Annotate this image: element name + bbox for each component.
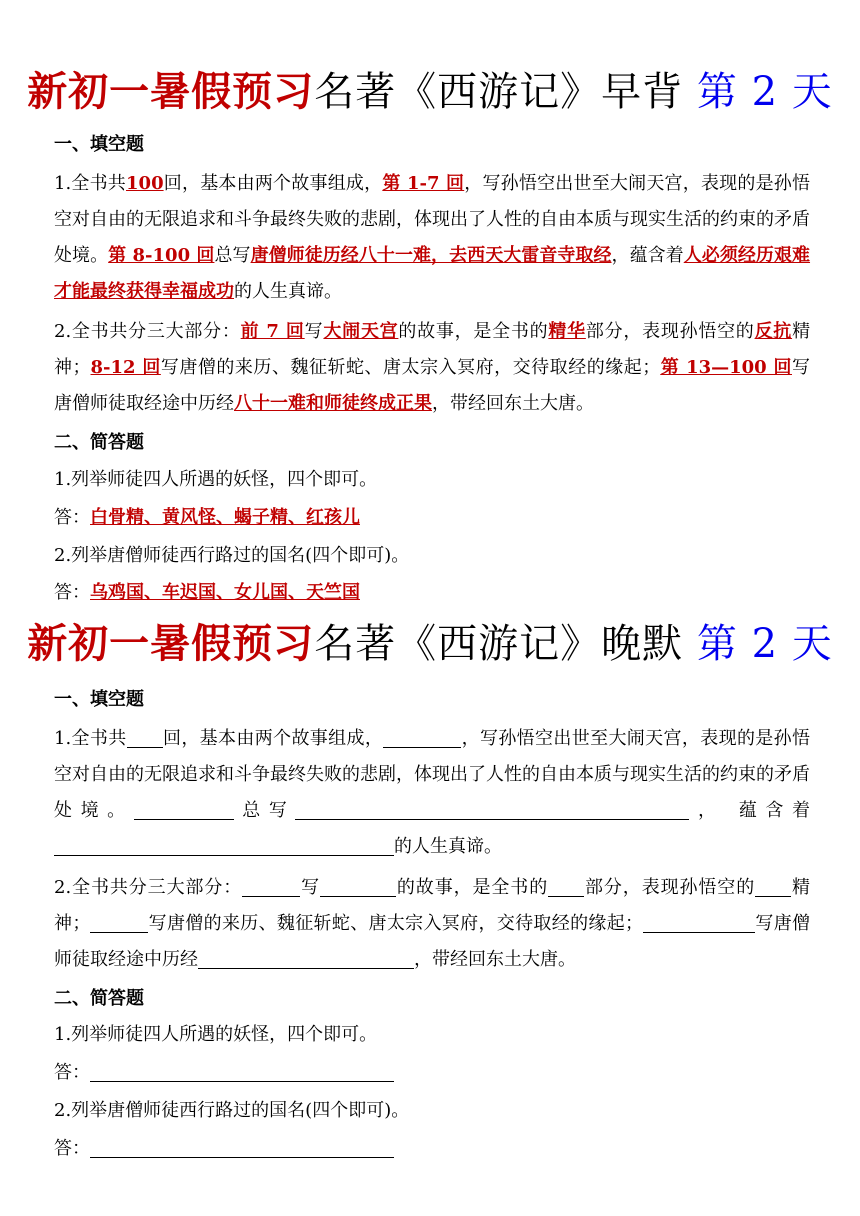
text: 1.全书共 xyxy=(54,728,127,749)
answer: 八十一难和师徒终成正果 xyxy=(234,393,432,414)
answer: 精华 xyxy=(548,321,586,342)
text: 的故事，是全书的 xyxy=(398,321,549,342)
text: 写唐僧的来历、魏征斩蛇、唐太宗入冥府，交待取经的缘起； xyxy=(160,357,661,378)
answer: 8-12 回 xyxy=(90,357,161,378)
title-black-part: 名著《西游记》早背 xyxy=(314,69,684,115)
evening-fill-q1 xyxy=(54,721,810,865)
morning-short-a1 xyxy=(54,500,360,536)
text: 部分，表现孙悟空的 xyxy=(584,877,756,898)
answer-label: 答： xyxy=(54,507,90,528)
blank[interactable] xyxy=(54,833,394,856)
blank[interactable] xyxy=(679,910,755,933)
blank[interactable] xyxy=(90,910,148,933)
text: ，写孙悟空出世至大闹天宫，表现的是孙悟空对自由的无限追求和斗争最终失败的悲剧，体现出了人性的自由本质与现实生活的约束的矛盾处境。 xyxy=(54,728,811,821)
title-black-part: 名著《西游记》晚默 xyxy=(314,621,684,667)
blank[interactable] xyxy=(295,797,655,820)
text: 的故事，是全书的 xyxy=(396,877,549,898)
answer: 第 8-100 回 xyxy=(108,245,215,266)
answer-label: 答： xyxy=(54,582,90,603)
text: 的人生真谛。 xyxy=(234,281,342,302)
title-day: 第 2 天 xyxy=(696,69,833,115)
morning-short-q1: 1.列举师徒四人所遇的妖怪，四个即可。 xyxy=(54,469,378,490)
answer: 前 7 回 xyxy=(240,321,305,342)
text: ，写孙悟空出世至大闹天宫，表现的是孙悟空对自由的无限追求和斗争最终失败的悲剧，体现出了人性的自由本质与现实生活的约束的矛盾处境。 xyxy=(54,173,811,266)
answer-blank[interactable] xyxy=(90,1135,394,1158)
text: 2.全书共分三大部分： xyxy=(54,877,243,898)
text: 回，基本由两个故事组成， xyxy=(162,728,384,749)
text: 回，基本由两个故事组成， xyxy=(163,173,383,194)
answer: 白骨精、黄风怪、蝎子精、红孩儿 xyxy=(90,507,360,528)
evening-short-q2: 2.列举唐僧师徒西行路过的国名(四个即可)。 xyxy=(54,1100,410,1121)
morning-title xyxy=(0,62,860,122)
title-red-part: 新初一暑假预习 xyxy=(27,621,315,667)
morning-fill-q1 xyxy=(54,166,810,310)
evening-fill-q2 xyxy=(54,870,810,978)
text: 的人生真谛。 xyxy=(394,836,502,857)
text: 总写 xyxy=(214,245,251,266)
blank[interactable] xyxy=(383,725,461,748)
answer: 人必须经历艰难才能最终获得幸福成功 xyxy=(54,245,811,302)
text: 部分，表现孙悟空的 xyxy=(585,321,755,342)
text: 写唐僧的来历、魏征斩蛇、唐太宗入冥府，交待取经的缘起； xyxy=(148,913,644,934)
evening-short-a2 xyxy=(54,1131,394,1167)
answer-label: 答： xyxy=(54,1062,90,1083)
blank[interactable] xyxy=(548,874,584,897)
blank[interactable] xyxy=(127,725,163,748)
title-red-part: 新初一暑假预习 xyxy=(27,69,315,115)
blank[interactable] xyxy=(198,946,414,969)
answer: 反抗 xyxy=(754,321,793,342)
text: 写 xyxy=(304,321,324,342)
answer-blank[interactable] xyxy=(90,1059,394,1082)
morning-section-short-heading: 二、简答题 xyxy=(54,432,144,453)
answer: 第 13—100 回 xyxy=(660,357,792,378)
text: ，带经回东土大唐。 xyxy=(432,393,594,414)
blank[interactable] xyxy=(134,797,234,820)
answer: 100 xyxy=(126,173,164,194)
answer-label: 答： xyxy=(54,1138,90,1159)
answer: 唐僧师徒历经八十一难，去西天大雷音寺取经 xyxy=(250,245,612,266)
text: 写唐僧师徒取经途中历经 xyxy=(54,357,810,414)
answer: 大闹天宫 xyxy=(323,321,399,342)
blank[interactable] xyxy=(755,874,791,897)
answer: 乌鸡国、车迟国、女儿国、天竺国 xyxy=(90,582,360,603)
text: 总写 xyxy=(233,800,296,821)
answer: 第 1-7 回 xyxy=(382,173,465,194)
morning-short-q2: 2.列举唐僧师徒西行路过的国名(四个即可)。 xyxy=(54,545,410,566)
morning-section-fill-heading: 一、填空题 xyxy=(54,134,144,155)
text: 1.全书共 xyxy=(54,173,127,194)
evening-short-a1 xyxy=(54,1055,394,1091)
blank[interactable] xyxy=(242,874,300,897)
text: ，蕴含着 xyxy=(611,245,684,266)
evening-section-short-heading: 二、简答题 xyxy=(54,988,144,1009)
text: ，带经回东土大唐。 xyxy=(414,949,576,970)
blank[interactable] xyxy=(320,874,396,897)
text: 精神； xyxy=(54,877,811,934)
text: 精神； xyxy=(54,321,811,378)
blank[interactable] xyxy=(655,797,689,820)
text: ， 蕴含着 xyxy=(689,800,811,821)
evening-short-q1: 1.列举师徒四人所遇的妖怪，四个即可。 xyxy=(54,1024,378,1045)
evening-title xyxy=(0,614,860,674)
evening-section-fill-heading: 一、填空题 xyxy=(54,689,144,710)
morning-short-a2 xyxy=(54,575,360,611)
title-day: 第 2 天 xyxy=(696,621,833,667)
morning-fill-q2 xyxy=(54,314,810,422)
text: 2.全书共分三大部分： xyxy=(54,321,241,342)
blank[interactable] xyxy=(643,910,679,933)
text: 写唐僧师徒取经途中历经 xyxy=(54,913,811,970)
text: 写 xyxy=(300,877,320,898)
